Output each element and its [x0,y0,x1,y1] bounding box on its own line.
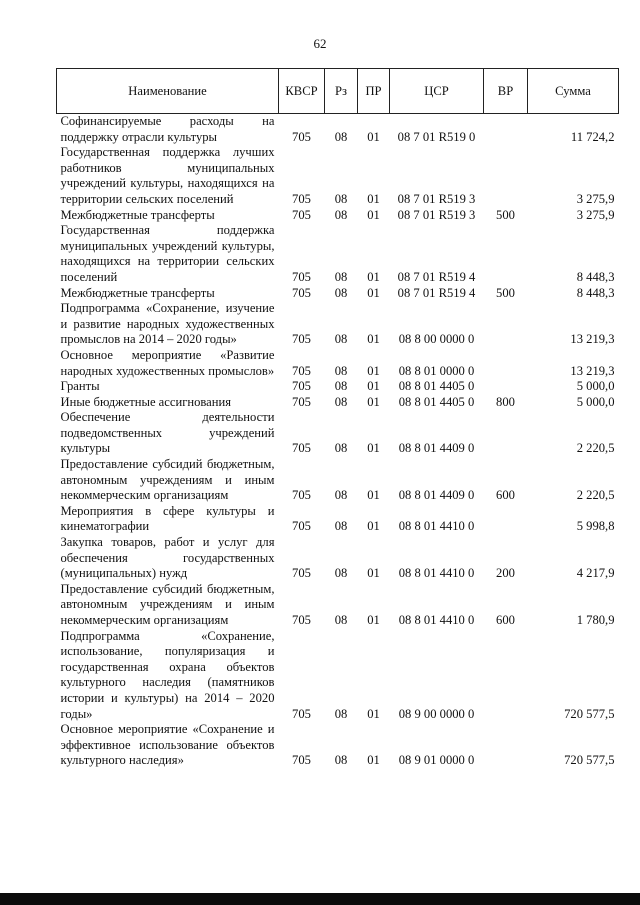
cell-vr: 800 [496,394,515,409]
cell-sum: 720 577,5 [564,706,615,721]
cell-sum: 720 577,5 [564,753,615,768]
cell-kvsr: 705 [292,613,311,627]
header-csr: ЦСР [390,69,484,114]
cell-kvsr: 705 [292,566,311,581]
table-row [57,208,619,224]
cell-vr [484,223,528,285]
cell-vr [484,379,528,395]
page-number: 62 [313,36,327,51]
cell-pr: 01 [367,363,380,378]
cell-csr: 08 8 01 4409 0 [398,441,475,456]
cell-rz: 08 [334,519,348,534]
cell-rz: 08 [334,285,348,300]
cell-sum: 1 780,9 [576,613,615,627]
cell-sum: 5 998,8 [576,519,615,534]
cell-csr: 08 8 01 4409 0 [398,488,475,503]
cell-kvsr: 705 [292,207,311,222]
cell-pr: 01 [367,191,380,206]
cell-csr: 08 8 01 0000 0 [398,363,475,378]
cell-rz: 08 [334,566,348,581]
cell-vr: 600 [496,613,515,627]
cell-vr: 500 [496,285,515,300]
cell-rz: 08 [334,207,348,222]
cell-rz: 08 [334,191,348,206]
budget-table [56,68,619,769]
cell-rz: 08 [334,269,348,284]
cell-sum: 3 275,9 [576,191,615,206]
cell-csr: 08 7 01 R519 3 [397,207,476,222]
cell-csr: 08 7 01 R519 3 [397,191,476,206]
cell-sum: 8 448,3 [576,285,615,300]
cell-kvsr: 705 [292,488,311,503]
cell-pr: 01 [367,129,380,144]
cell-csr: 08 7 01 R519 0 [397,129,476,144]
cell-csr: 08 9 01 0000 0 [398,753,475,768]
cell-sum: 3 275,9 [576,207,615,222]
cell-vr [484,410,528,457]
cell-name: Гранты [60,379,100,394]
cell-rz: 08 [334,332,348,347]
cell-name: Предоставление субсидий бюджетным, автономным учреждениям и иным некоммерческим организациям [60,457,275,503]
cell-kvsr: 705 [292,753,311,768]
cell-csr: 08 9 00 0000 0 [398,706,475,721]
cell-pr: 01 [367,332,380,347]
cell-pr: 01 [367,753,380,768]
cell-name: Основное мероприятие «Развитие народных художественных промыслов» [60,347,275,378]
cell-vr [484,114,528,146]
cell-csr: 08 7 01 R519 4 [397,269,476,284]
cell-pr: 01 [367,706,380,721]
cell-kvsr: 705 [292,379,311,394]
cell-sum: 8 448,3 [576,269,615,284]
cell-pr: 01 [367,566,380,581]
cell-rz: 08 [334,363,348,378]
table-row [57,410,619,457]
cell-kvsr: 705 [292,332,311,347]
cell-rz: 08 [334,129,348,144]
cell-csr: 08 8 00 0000 0 [398,332,475,347]
cell-name: Подпрограмма «Сохранение, изучение и развитие народных художественных промыслов на 2014 – 2020 годы» [60,301,275,347]
cell-vr [484,348,528,379]
cell-pr: 01 [367,394,380,409]
cell-name: Межбюджетные трансферты [60,285,215,300]
cell-name: Государственная поддержка лучших работников муниципальных учреждений культуры, находящихся на территории сельских поселений [60,145,275,206]
cell-vr: 500 [496,207,515,222]
cell-sum: 2 220,5 [576,488,615,503]
cell-pr: 01 [367,441,380,456]
cell-vr [484,145,528,207]
cell-rz: 08 [334,441,348,456]
table-row [57,379,619,395]
cell-name: Обеспечение деятельности подведомственных учреждений культуры [60,410,275,456]
table-row [57,722,619,769]
cell-csr: 08 8 01 4410 0 [398,613,475,627]
cell-kvsr: 705 [292,394,311,409]
cell-sum: 2 220,5 [576,441,615,456]
scan-footer-bar [0,893,640,905]
cell-kvsr: 705 [292,441,311,456]
cell-vr: 600 [496,488,515,503]
cell-name: Основное мероприятие «Сохранение и эффективное использование объектов культурного наследия» [60,722,275,768]
cell-pr: 01 [367,269,380,284]
table-row [57,348,619,379]
table-row [57,582,619,629]
cell-csr: 08 8 01 4410 0 [398,519,475,534]
table-row [57,145,619,207]
cell-kvsr: 705 [292,191,311,206]
cell-pr: 01 [367,285,380,300]
cell-name: Подпрограмма «Сохранение, использование, популяризация и государственная охрана объектов культурного наследия (памятников истории и культуры) на 2014 – 2020 годы» [60,628,275,721]
cell-kvsr: 705 [292,519,311,534]
cell-sum: 4 217,9 [576,566,615,581]
cell-csr: 08 8 01 4410 0 [398,566,475,581]
header-rz: Рз [325,69,358,114]
cell-sum: 13 219,3 [570,363,615,378]
cell-name: Мероприятия в сфере культуры и кинематографии [60,503,275,534]
cell-csr: 08 7 01 R519 4 [397,285,476,300]
cell-sum: 13 219,3 [570,332,615,347]
cell-vr [484,722,528,769]
cell-vr [484,629,528,723]
cell-pr: 01 [367,613,380,627]
table-row [57,114,619,146]
cell-name: Предоставление субсидий бюджетным, автономным учреждениям и иным некоммерческим организациям [60,581,275,627]
cell-sum: 11 724,2 [570,129,615,144]
cell-pr: 01 [367,207,380,222]
cell-vr [484,301,528,348]
cell-sum: 5 000,0 [576,379,615,394]
cell-vr: 200 [496,566,515,581]
cell-pr: 01 [367,379,380,394]
cell-rz: 08 [334,613,348,627]
cell-kvsr: 705 [292,285,311,300]
cell-kvsr: 705 [292,363,311,378]
cell-kvsr: 705 [292,269,311,284]
cell-rz: 08 [334,394,348,409]
cell-name: Государственная поддержка муниципальных учреждений культуры, находящихся на территории сельских поселений [60,223,275,284]
cell-rz: 08 [334,753,348,768]
cell-rz: 08 [334,706,348,721]
cell-kvsr: 705 [292,706,311,721]
table-row [57,504,619,535]
budget-table-container [56,68,618,769]
cell-name: Закупка товаров, работ и услуг для обеспечения государственных (муниципальных) нужд [60,535,275,581]
table-body [57,114,619,769]
header-row [57,69,619,114]
table-header [57,69,619,114]
table-row [57,223,619,285]
table-row [57,535,619,582]
cell-vr [484,504,528,535]
header-name: Наименование [57,69,279,114]
cell-rz: 08 [334,488,348,503]
header-kvsr: КВСР [279,69,325,114]
table-row [57,629,619,723]
cell-pr: 01 [367,488,380,503]
cell-rz: 08 [334,379,348,394]
table-row [57,286,619,302]
header-vr: ВР [484,69,528,114]
cell-csr: 08 8 01 4405 0 [398,379,475,394]
header-sum: Сумма [528,69,619,114]
cell-name: Иные бюджетные ассигнования [60,394,232,409]
cell-csr: 08 8 01 4405 0 [398,394,475,409]
table-row [57,457,619,504]
cell-kvsr: 705 [292,129,311,144]
cell-name: Межбюджетные трансферты [60,207,215,222]
cell-pr: 01 [367,519,380,534]
cell-sum: 5 000,0 [576,394,615,409]
header-pr: ПР [358,69,390,114]
table-row [57,395,619,411]
table-row [57,301,619,348]
cell-name: Софинансируемые расходы на поддержку отрасли культуры [60,114,275,144]
